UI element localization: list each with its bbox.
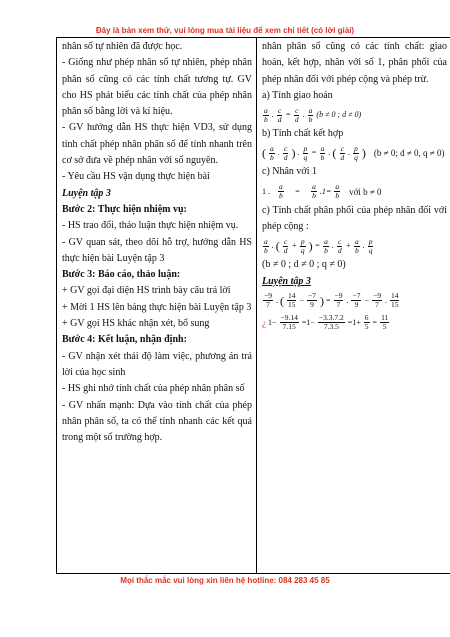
- condition-text: (b ≠ 0 ; d ≠ 0 ; q ≠ 0): [262, 259, 346, 271]
- teacher-activity-column: [57, 38, 257, 573]
- exercise-heading: Luyện tập 3: [262, 275, 311, 287]
- step-heading: Bước 4: Kết luận, nhận định:: [62, 334, 187, 346]
- identity-formula: 1 . $\frac{a}{b}$ = $\frac{a}{b}$ .1= $\frac{a}{b}$ với b ≠ 0: [262, 182, 382, 201]
- formula-prefix: 1 .: [262, 186, 270, 196]
- distributive-formula: $\frac{a}{b}$ . ( $\frac{c}{d}$ + $\frac{p}{q}$ ) = $\frac{a}{b}$ . $\frac{c}{d}$ + $\frac{a}{b}$ . $\frac{p}{q}$: [264, 236, 373, 255]
- property-heading: b) Tính chất kết hợp: [262, 128, 344, 140]
- property-heading: c) Tính chất phân phối của phép nhân đối với phép cộng :: [262, 204, 447, 233]
- preview-banner: Đây là bản xem thử, vui lòng mua tài liệu để xem chi tiết (có lời giải): [95, 26, 355, 35]
- step-heading: Bước 2: Thực hiện nhiệm vụ:: [62, 203, 187, 215]
- text-paragraph: nhân phân số cũng có các tính chất: giao hoán, kết hợp, nhân với số 1, phân phối của phép nhân đối với phép cộng và phép trừ.: [262, 41, 447, 85]
- text-paragraph: - GV hướng dẫn HS thực hiện VD3, sử dụng tính chất phép nhân phân số để tính nhanh trên cơ sở đưa về phép nhân với số nguyên.: [62, 122, 252, 167]
- commutative-formula: $\frac{a}{b}$ . $\frac{c}{d}$ = $\frac{c}{d}$ . $\frac{a}{b}$ (b ≠ 0 ; d ≠ 0): [264, 105, 362, 124]
- condition-text: (b ≠ 0; d ≠ 0, q ≠ 0): [373, 148, 445, 159]
- text-paragraph: - HS trao đổi, thảo luận thực hiện nhiệm vụ.: [62, 220, 239, 232]
- text-paragraph: nhân số tự nhiên đã được học.: [62, 41, 183, 52]
- text-paragraph: - GV quan sát, theo dõi hỗ trợ, hướng dẫn HS thực hiện bài Luyện tập 3: [62, 236, 252, 264]
- condition-text: (b ≠ 0 ; d ≠ 0): [316, 110, 362, 120]
- lesson-table: [56, 37, 450, 574]
- associative-formula: ( $\frac{a}{b}$ . $\frac{c}{d}$ ) . $\frac{p}{q}$ = $\frac{a}{b}$ . ( $\frac{c}{d}$ . $\frac{p}{q}$ ) (b ≠ 0; d ≠ 0, q ≠ 0): [262, 143, 445, 162]
- text-paragraph: - Yêu cầu HS vận dụng thực hiện bài: [62, 171, 210, 183]
- step-heading: Bước 3: Báo cáo, thảo luận:: [62, 269, 181, 281]
- text-paragraph: + GV gọi HS khác nhận xét, bổ sung: [62, 318, 210, 330]
- text-paragraph: - Giống như phép nhân số tự nhiên, phép nhân phân số cũng có các tính chất tương tự. GV cho HS phát biểu các tính chất của phép nhân phân số bằng lời và kí hiệu.: [62, 57, 252, 118]
- text-paragraph: - HS ghi nhớ tính chất của phép nhân phân số: [62, 383, 245, 395]
- condition-text: với b ≠ 0: [349, 186, 382, 197]
- text-paragraph: + GV gọi đại diện HS trình bày câu trả lời: [62, 285, 231, 297]
- product-column: [257, 38, 450, 573]
- text-paragraph: + Mời 1 HS lên bảng thực hiện bài Luyện tập 3: [62, 301, 252, 313]
- property-heading: a) Tính giao hoán: [262, 89, 333, 101]
- hotline-footer: Mọi thắc mắc vui lòng xin liên hệ hotline: 084 283 45 85: [120, 576, 330, 585]
- property-heading: c) Nhân với 1: [262, 166, 317, 178]
- exercise-heading: Luyện tập 3: [62, 187, 111, 199]
- text-paragraph: - GV nhấn mạnh: Dựa vào tính chất của phép nhân phân số, ta có thể tính nhanh các kết quả trong một số trường hợp.: [62, 399, 252, 444]
- exercise-formula-1: $\frac{-9}{7}$ . ( $\frac{14}{15}$ − $\frac{-7}{9}$ ) = $\frac{-9}{7}$ . $\frac{-7}{9}$ − $\frac{-9}{7}$ . $\frac{14}{15}$: [264, 291, 399, 310]
- exercise-formula-2: ¿ 1− $\frac{-9.14}{7.15}$ =1− $\frac{-3.3.7.2}{7.3.5}$ =1+ $\frac{6}{5}$ = $\frac{11}{5}$: [262, 313, 389, 332]
- text-paragraph: - GV nhận xét thái độ làm việc, phương án trả lời của học sinh: [62, 350, 252, 378]
